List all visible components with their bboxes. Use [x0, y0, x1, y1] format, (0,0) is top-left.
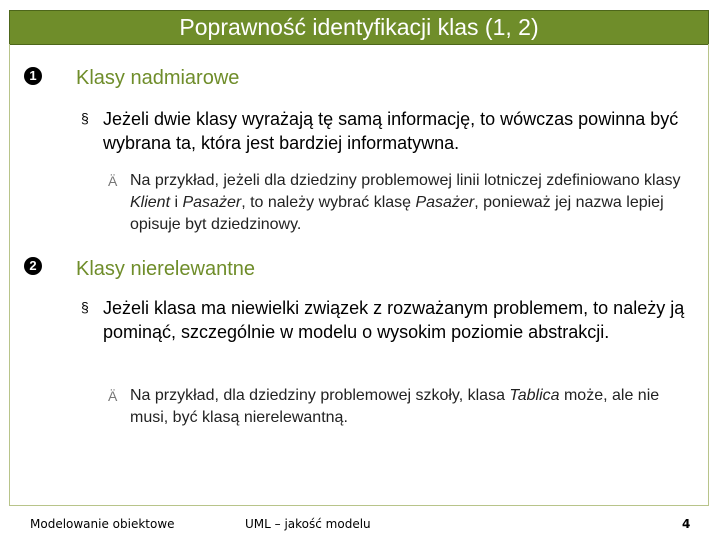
example-text-part: , to należy wybrać klasę [241, 194, 416, 211]
example-text-redundant [130, 170, 695, 236]
bullet-text-irrelevant: Jeżeli klasa ma niewielki związek z rozważanym problemem, to należy ją pominąć, szczególnie w modelu o wysokim poziomie abstrakcji. [103, 298, 685, 342]
arrow-bullet-icon: Ä [108, 388, 118, 404]
class-name-tablica: Tablica [509, 387, 560, 404]
example-text-part: , ponieważ jej nazwa lepiej opisuje byt dziedzinowy. [130, 194, 664, 233]
footer-course: Modelowanie obiektowe [30, 517, 175, 531]
example-text-part: i [170, 194, 183, 211]
class-name-pasazer: Pasażer [415, 194, 475, 211]
square-bullet-icon: § [81, 110, 89, 126]
number-2-badge: 2 [24, 257, 42, 275]
bullet-text-redundant: Jeżeli dwie klasy wyrażają tę samą informację, to wówczas powinna być wybrana ta, która jest bardziej informatywna. [103, 109, 679, 153]
arrow-bullet-icon: Ä [108, 173, 118, 189]
page-number: 4 [682, 517, 691, 531]
class-name-pasazer: Pasażer [182, 194, 242, 211]
class-name-klient: Klient [130, 194, 171, 211]
example-text-part: Na przykład, dla dziedziny problemowej szkoły, klasa [130, 387, 510, 404]
square-bullet-icon: § [81, 299, 89, 315]
example-text-irrelevant [130, 385, 690, 429]
example-text-part: Na przykład, jeżeli dla dziedziny problemowej linii lotniczej zdefiniowano klasy [130, 172, 681, 189]
example-text-part: może, ale nie musi, być klasą nierelewantną. [130, 387, 660, 426]
number-1-badge: 1 [24, 67, 42, 85]
footer-topic: UML – jakość modelu [245, 517, 371, 531]
section-heading-redundant: Klasy nadmiarowe [76, 67, 240, 89]
section-heading-irrelevant: Klasy nierelewantne [76, 258, 255, 280]
slide-title: Poprawność identyfikacji klas (1, 2) [9, 10, 709, 45]
